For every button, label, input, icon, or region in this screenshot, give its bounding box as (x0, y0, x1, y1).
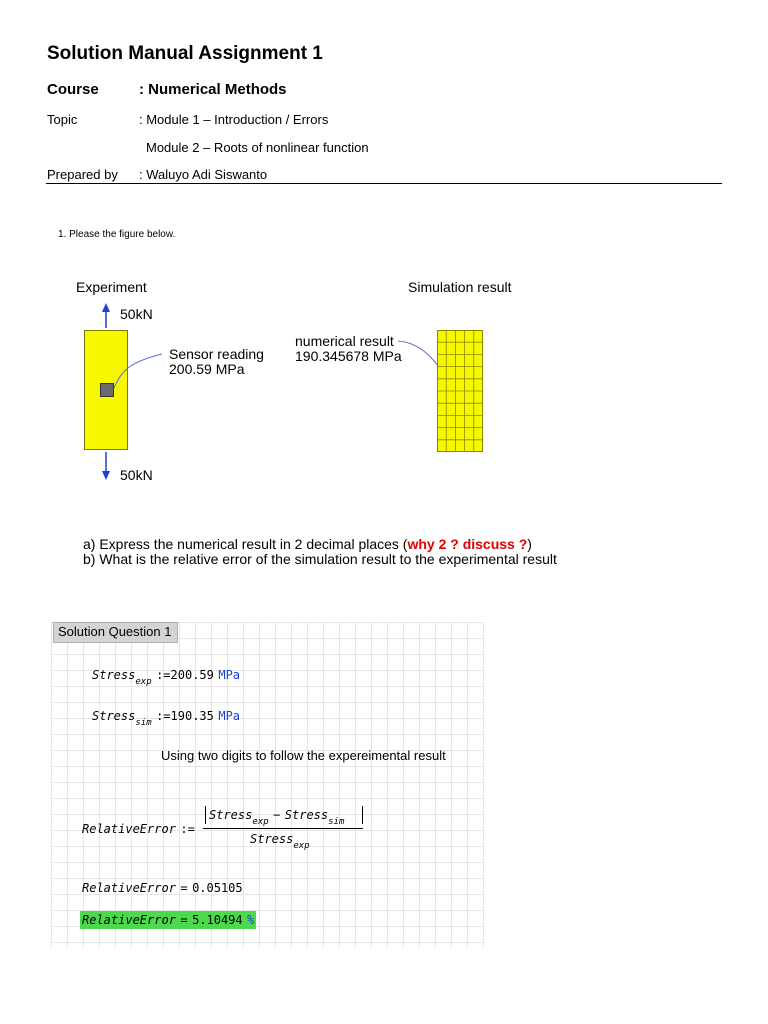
sensor-reading-value: 200.59 MPa (169, 361, 245, 377)
discuss-emphasis: why 2 ? discuss ? (407, 536, 528, 552)
stress-sim-value: 190.35 (170, 709, 214, 723)
relative-error-numerator: Stress$_{exp}$ − Stress$_{sim}$ (209, 808, 345, 827)
result-decimal-value: 0.05105 (192, 881, 243, 895)
question-part-b: b) What is the relative error of the simulation result to the experimental result (83, 551, 557, 567)
topic-value-1: : Module 1 – Introduction / Errors (139, 112, 329, 127)
sensor-connector-line (100, 340, 180, 400)
experiment-label: Experiment (76, 279, 147, 295)
sensor-reading-label (169, 347, 264, 377)
sensor-reading-title: Sensor reading (169, 346, 264, 362)
force-arrow-down-icon (102, 452, 110, 480)
result-percent-value: 5.10494 (192, 913, 243, 927)
percent-unit: % (247, 913, 255, 927)
force-bottom-label: 50kN (120, 467, 153, 483)
numerical-result-value: 190.345678 MPa (295, 348, 402, 364)
force-arrow-up-icon (102, 303, 110, 328)
header-divider (46, 183, 722, 184)
force-top-label: 50kN (120, 306, 153, 322)
topic-label: Topic (47, 112, 78, 127)
fem-mesh-grid (437, 330, 483, 452)
stress-exp-value: 200.59 (170, 668, 214, 682)
course-value: : Numerical Methods (139, 81, 287, 98)
rounding-note: Using two digits to follow the expereimental result (161, 748, 446, 763)
prepared-label: Prepared by (47, 167, 118, 182)
relative-error-decimal: RelativeError = 0.05105 (82, 881, 243, 895)
solution-title: Solution Question 1 (53, 622, 178, 643)
numerical-result-label (295, 334, 402, 364)
relative-error-percent-highlight: RelativeError = 5.10494 % (82, 913, 255, 927)
numerical-result-title: numerical result (295, 333, 394, 349)
stress-sim-assignment: Stress$_{sim}$ :=190.35 MPa (92, 709, 241, 728)
question-part-a: a) Express the numerical result in 2 decimal places (why 2 ? discuss ?) (83, 536, 532, 552)
course-label: Course (47, 81, 99, 98)
fraction-bar (203, 828, 363, 829)
unit-mpa: MPa (218, 668, 241, 682)
relative-error-definition-lhs: RelativeError := (82, 822, 195, 836)
document-title: Solution Manual Assignment 1 (47, 43, 323, 64)
topic-value-2: Module 2 – Roots of nonlinear function (146, 140, 369, 155)
relative-error-denominator: Stress$_{exp}$ (250, 832, 310, 851)
unit-mpa: MPa (218, 709, 241, 723)
stress-exp-assignment: Stress$_{exp}$ :=200.59 MPa (92, 668, 241, 687)
question-intro: 1. Please the figure below. (58, 229, 176, 240)
prepared-value: : Waluyo Adi Siswanto (139, 167, 268, 182)
simulation-label: Simulation result (408, 279, 512, 295)
